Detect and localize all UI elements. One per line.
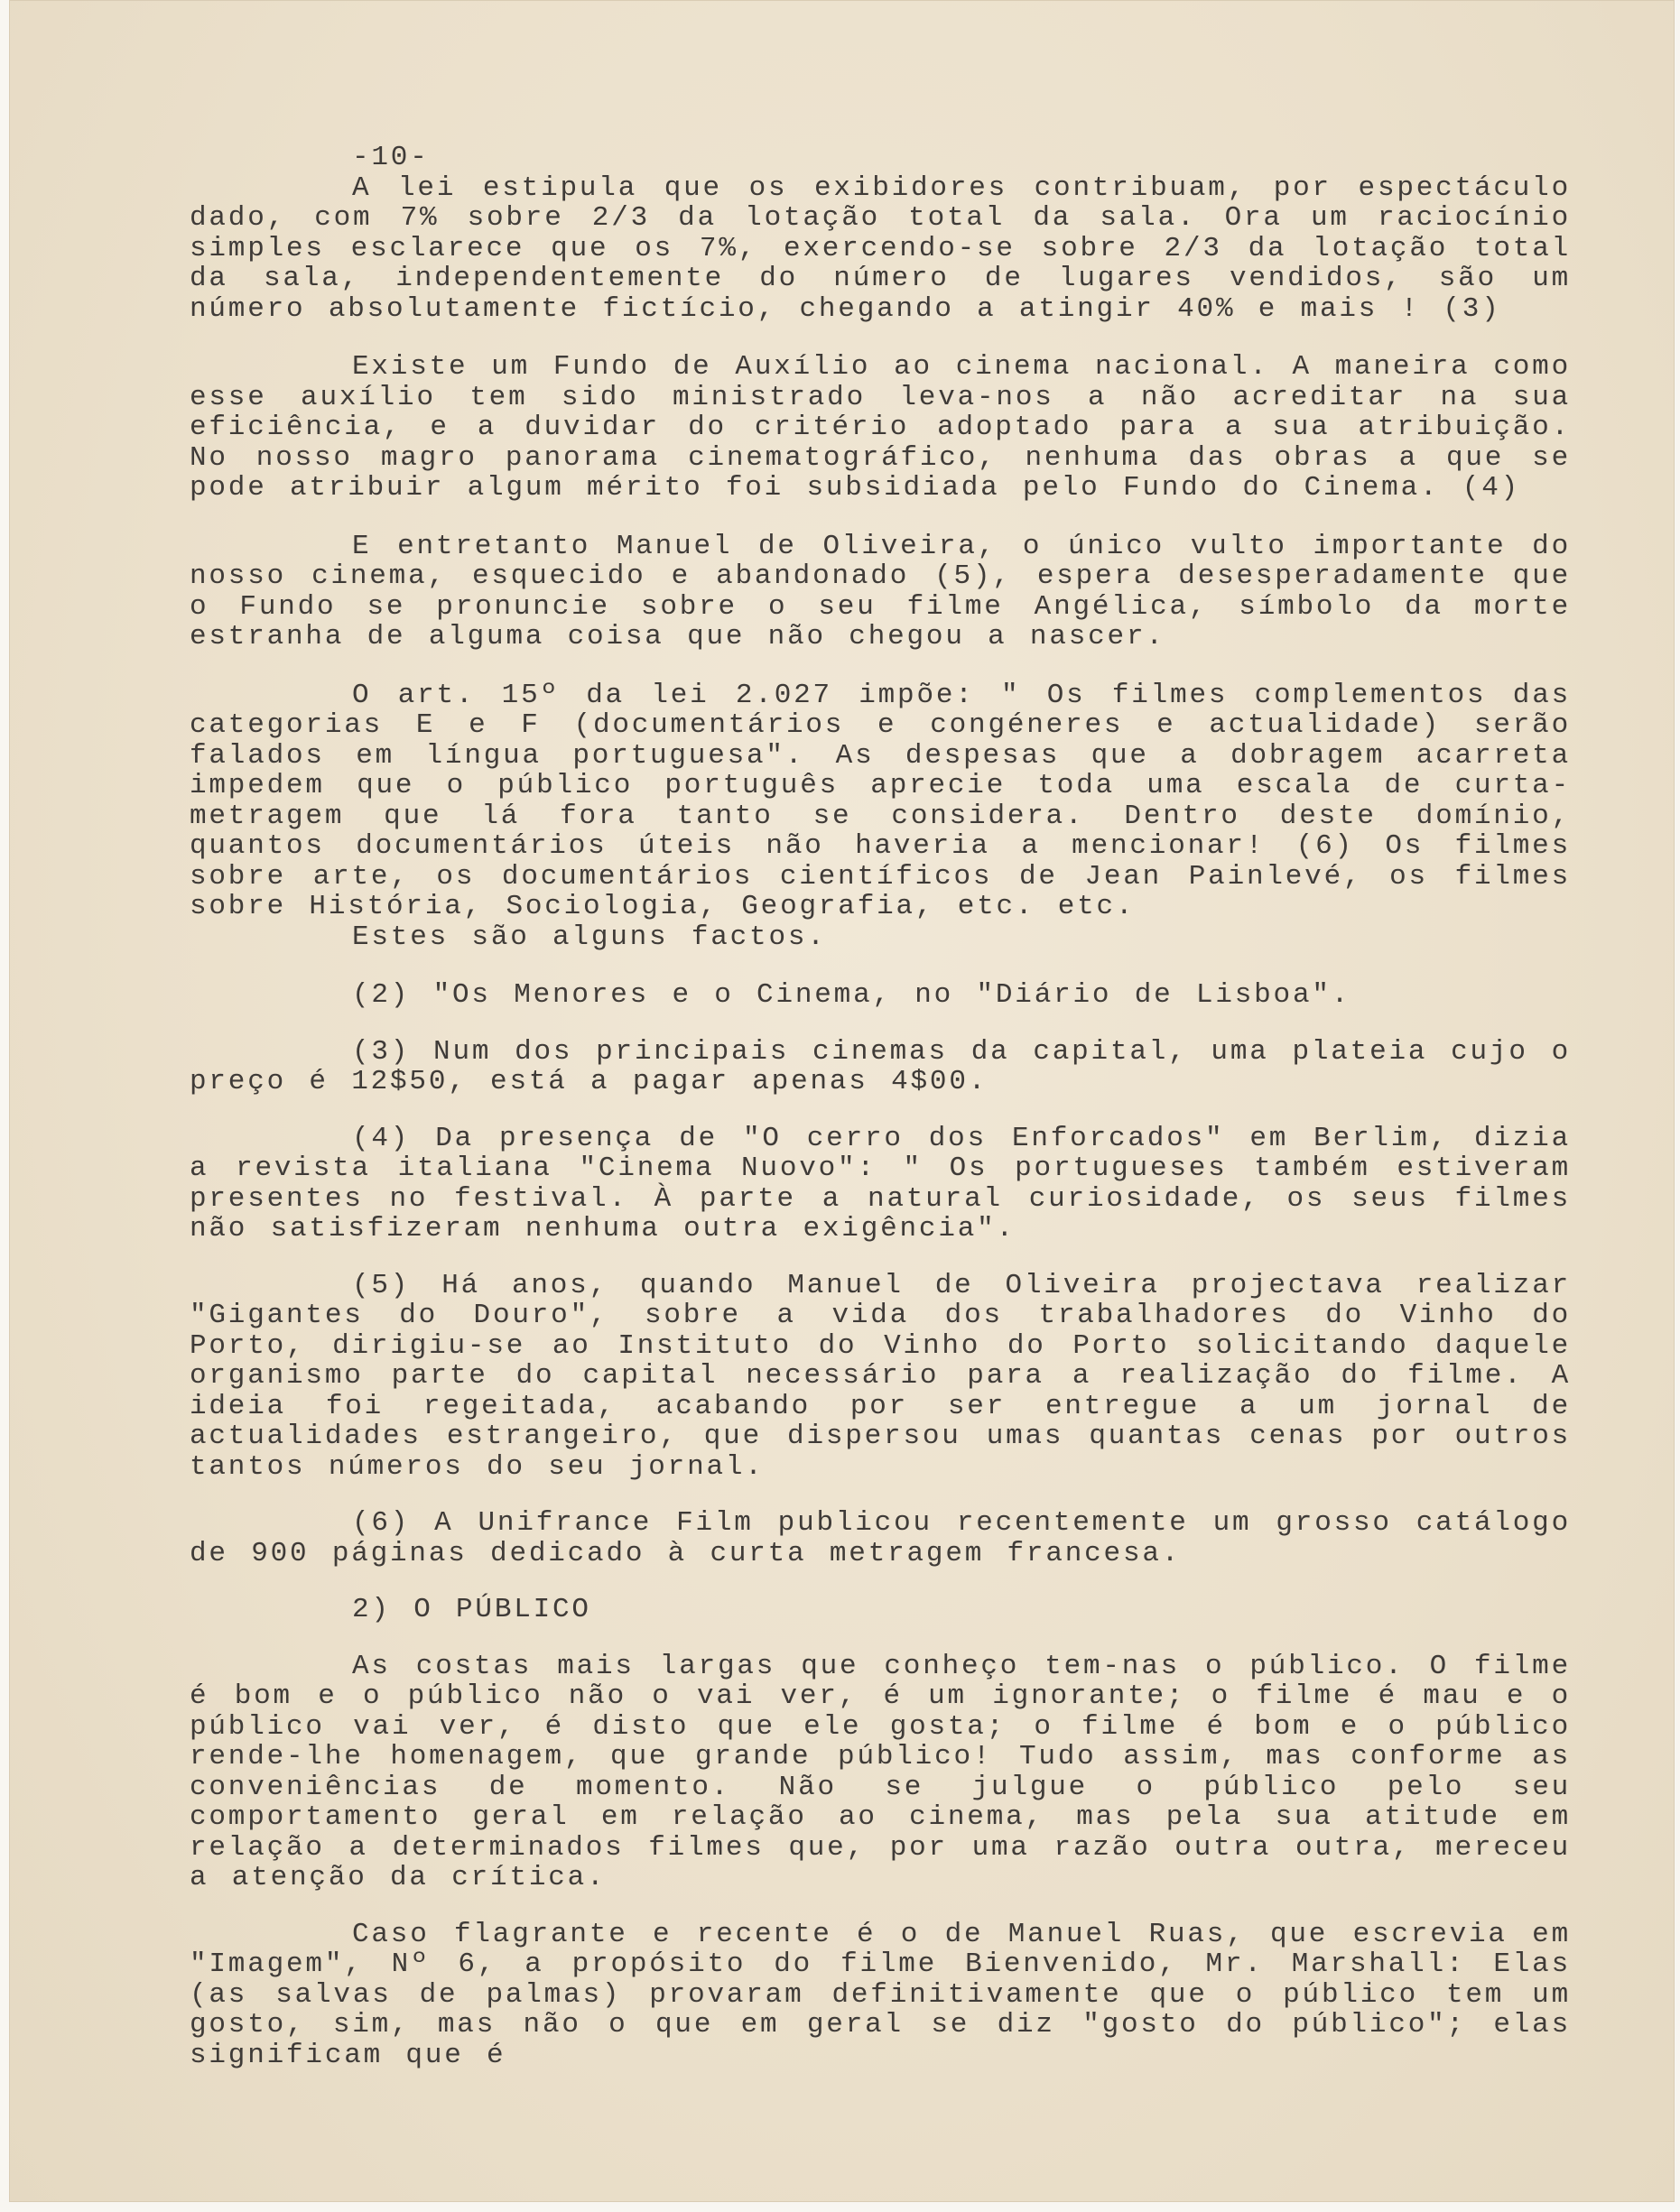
- paragraph: Caso flagrante e recente é o de Manuel Ruas, que escrevia em "Imagem", Nº 6, a propósito do filme Bienvenido, Mr. Marshall: Elas (as salvas de palmas) provaram definitivamente que o público tem um gosto, sim, mas não o que em geral se diz "gosto do público"; elas significam que é: [190, 1918, 1571, 2071]
- section-heading: 2) O PÚBLICO: [352, 1594, 591, 1625]
- footnote: (2) "Os Menores e o Cinema, no "Diário de Lisboa".: [352, 979, 1351, 1011]
- page-number: -10-: [352, 142, 430, 173]
- paragraph: O art. 15º da lei 2.027 impõe: " Os filmes complementos das categorias E e F (documentários e congéneres e actualidade) serão falados em língua portuguesa". As despesas que a dobragem acarreta impedem que o público português aprecie toda uma escala de curta-metragem que lá fora tanto se considera. Dentro deste domínio, quantos documentários úteis não haveria a mencionar! (6) Os filmes sobre arte, os documentários científicos de Jean Painlevé, os filmes sobre História, Sociologia, Geografia, etc. etc.: [190, 679, 1571, 922]
- footnote: (6) A Unifrance Film publicou recentemente um grosso catálogo de 900 páginas dedicado à curta metragem francesa.: [190, 1507, 1571, 1569]
- footnote: (3) Num dos principais cinemas da capital, uma plateia cujo o preço é 12$50, está a pagar apenas 4$00.: [190, 1035, 1571, 1097]
- paragraph: E entretanto Manuel de Oliveira, o único vulto importante do nosso cinema, esquecido e abandonado (5), espera desesperadamente que o Fundo se pronuncie sobre o seu filme Angélica, símbolo da morte estranha de alguma coisa que não chegou a nascer.: [190, 530, 1571, 652]
- paragraph: Estes são alguns factos.: [352, 921, 827, 953]
- paragraph: Existe um Fundo de Auxílio ao cinema nacional. A maneira como esse auxílio tem sido ministrado leva-nos a não acreditar na sua eficiência, e a duvidar do critério adoptado para a sua atribuição. No nosso magro panorama cinematográfico, nenhuma das obras a que se pode atribuir algum mérito foi subsidiada pelo Fundo do Cinema. (4): [190, 351, 1571, 504]
- footnote: (4) Da presença de "O cerro dos Enforcados" em Berlim, dizia a revista italiana "Cinema Nuovo": " Os portugueses também estiveram presentes no festival. À parte a natural curiosidade, os seus filmes não satisfizeram nenhuma outra exigência".: [190, 1122, 1571, 1245]
- paragraph: A lei estipula que os exibidores contribuam, por espectáculo dado, com 7% sobre 2/3 da lotação total da sala. Ora um raciocínio simples esclarece que os 7%, exercendo-se sobre 2/3 da lotação total da sala, independentemente do número de lugares vendidos, são um número absolutamente fictício, chegando a atingir 40% e mais ! (3): [190, 171, 1571, 325]
- paragraph: As costas mais largas que conheço tem-nas o público. O filme é bom e o público não o vai ver, é um ignorante; o filme é mau e o público vai ver, é disto que ele gosta; o filme é bom e o público rende-lhe homenagem, que grande público! Tudo assim, mas conforme as conveniências de momento. Não se julgue o público pelo seu comportamento geral em relação ao cinema, mas pela sua atitude em relação a determinados filmes que, por uma razão outra outra, mereceu a atenção da crítica.: [190, 1650, 1571, 1893]
- page-content: [190, 143, 1571, 2070]
- document-page: [9, 0, 1675, 2202]
- footnote: (5) Há anos, quando Manuel de Oliveira projectava realizar "Gigantes do Douro", sobre a vida dos trabalhadores do Vinho do Porto, dirigiu-se ao Instituto do Vinho do Porto solicitando daquele organismo parte do capital necessário para a realização do filme. A ideia foi regeitada, acabando por ser entregue a um jornal de actualidades estrangeiro, que dispersou umas quantas cenas por outros tantos números do seu jornal.: [190, 1269, 1571, 1483]
